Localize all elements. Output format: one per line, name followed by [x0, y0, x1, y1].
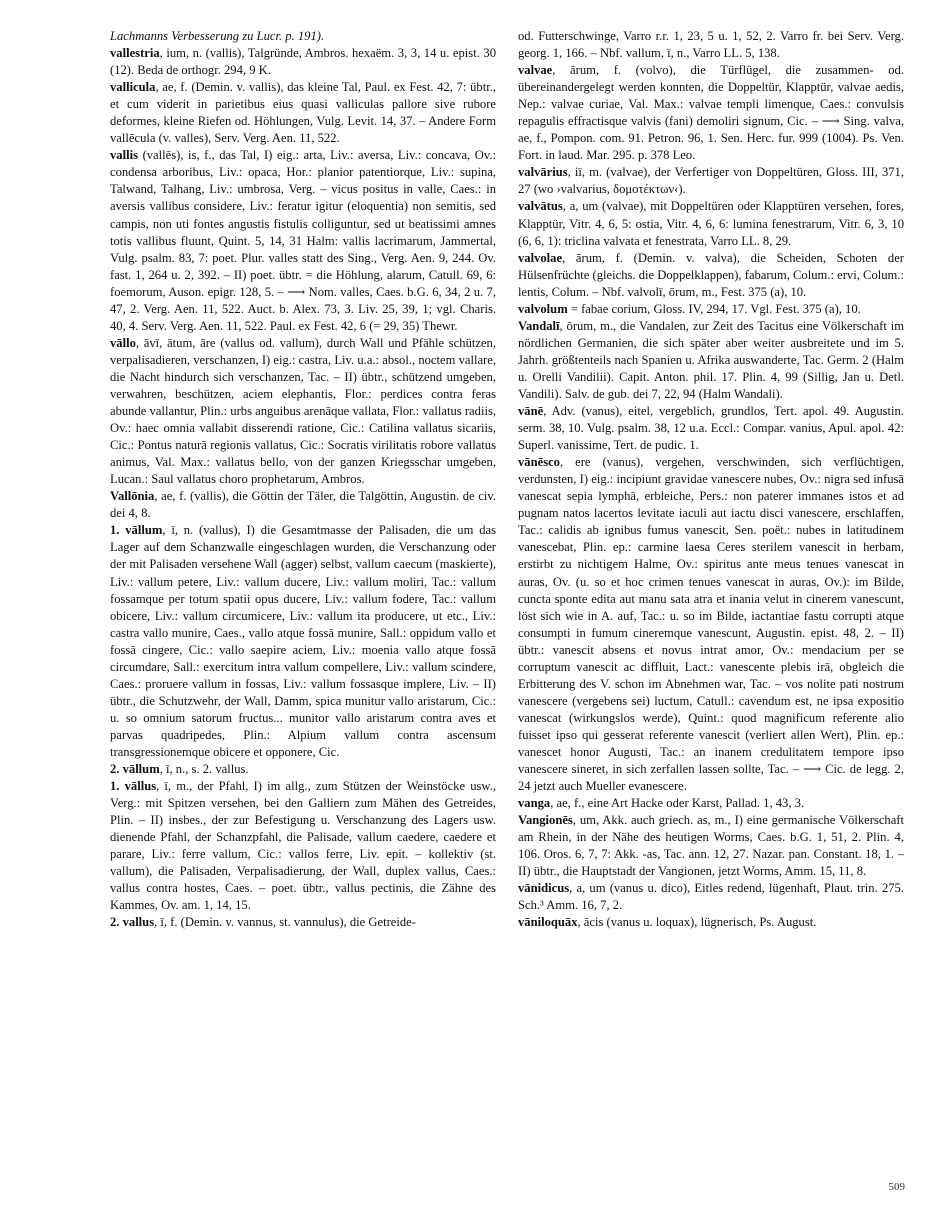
- entry-vallus-1: [110, 778, 496, 914]
- headword: valvātus: [518, 199, 563, 214]
- headword: valvae: [518, 63, 553, 78]
- entry-vandali: [518, 318, 904, 403]
- entry-text: , a, um (valvae), mit Doppeltüren oder Klapptüren versehen, fores, Klapptür, Vitr. 4, 6, 5: ostia, Vitr. 4, 6, 6: lumina fenestrarum, Vitr. 6, 3, 10 (6, 6, 1): triclina valvata et fenestrata, Varro LL. 8, 29.: [518, 199, 904, 248]
- entry-vangiones: [518, 812, 904, 880]
- headword: vānidicus: [518, 881, 570, 896]
- entry-text: , ī, n. (vallus), I) die Gesamtmasse der Palisaden, die um das Lager auf dem Schanzwalle eingeschlagen wurden, die Verschanzung oder der mit Palisaden versehene Wall (agger) selbst, vallum caecum (maskierte), Liv.: vallum petere, Liv.: vallum ducere, Liv.: vallum moliri, Tac.: vallum fossamque per totum spatii opus ducere, Liv.: vallum fodere, Tac.: vallum obicere, Liv.: vallum circumicere, Liv.: vallum ita producere, ut etc., Liv.: castra vallo munire, Caes., vallo atque fossā munire, Sall.: oppidum vallo et fossā cingere, Cic.: vallo saepire aciem, Liv.: moenia vallo atque fossā circumdare, Sall.: exercitum intra vallum compellere, Liv.: vallum scindere, Caes.: proruere vallum in fossas, Liv.: vallum fossasque implere, Liv. – II) übtr., die Schutzwehr, der Wall, Damm, spica munitur vallo aristarum, Cic.: u. so omnium satorum fructus... munitor vallo aristarum contra aves et parvas quadripedes, Plin.: Alpium vallum contra ascensum transgressionemque obicere et opponere, Cic.: [110, 523, 496, 759]
- entry-valvatus: [518, 198, 904, 249]
- entry-text: , ācis (vanus u. loquax), lügnerisch, Ps. August.: [577, 915, 817, 930]
- entry-text: , ium, n. (vallis), Talgründe, Ambros. hexaëm. 3, 3, 14 u. epist. 30 (12). Beda de orthogr. 294, 9 K.: [110, 46, 496, 78]
- entry-text: , um, Akk. auch griech. as, m., I) eine germanische Völkerschaft am Rhein, in der Nähe des heutigen Worms, Caes. b.G. 1, 51, 2. Plin. 4, 106. Oros. 6, 7, 7: Akk. -as, Tac. ann. 12, 27. Nazar. pan. Constant. 18, 1. – II) übtr., die Hauptstadt der Vangionen, jetzt Worms, Amm. 15, 11, 8.: [518, 813, 904, 879]
- entry-vane: [518, 403, 904, 454]
- entry-text: = fabae corium, Gloss. IV, 294, 17. Vgl. Fest. 375 (a), 10.: [567, 301, 861, 316]
- entry-vallus-2: [110, 914, 496, 931]
- entry-text: , ere (vanus), vergehen, verschwinden, sich verflüchtigen, verdunsten, I) eig.: incipiunt gravidae vanescere nubes, Ov.: nigra sed infusā vanescat sepia lymphā, erbleiche, Pers.: non paterer immanes istos et ad pugnam natos lacertos levitate iaculi aut iactu disci vanescere, erschlaffen, Tac.: calidis ab ignibus fumus vanescit, Sen. poët.: nubes in latitudinem vanescebat, Plin. ep.: carmine laesa Ceres sterilem vanescit in herbam, erstirbt zu nichtigem Halme, Ov.: spiritus ante meus tenues vanescat in auras, Ov. (u. so et hoc crimen tenues vanescat in auras, Ov.): im Bilde, cuncta sponte edita aut manu sata atra et inania velut in cinerem vanescunt, löst sich wie in A. auf, Tac.: u. so im Bilde, iactantiae fastu corrupti atque consumpti in fumum cineremque vanescunt, Augustin. epist. 48, 2. – II) übtr.: vanescit absens et novus intrat amor, Ov.: mendacium per se corruptum vanescit ac diffluit, Lact.: vanescente plebis irā, obgleich die Erbitterung des V. schon im Abnehmen war, Tac. – vos nolite pati nostrum vanescere (vergebens sei) luctum, Catull.: cavendum est, ne ipsa expositio vanescat (wirkungslos werde), Quint.: quod magnificum referente alio fuisset ipso qui gesserat referente vanescit (verliert allen Wert), Plin. ep.: vanescet honor Augusti, Tac.: an inanem credulitatem tempore ipso vanescere sineret, in sich zerfallen lassen sollte, Tac. – ⟶ Cic. de legg. 2, 24 jetzt auch Mueller evanescere.: [518, 455, 904, 794]
- entry-valvae: [518, 62, 904, 164]
- entry-text: , a, um (vanus u. dico), Eitles redend, lügenhaft, Plaut. trin. 275. Sch.³ Amm. 16, 7, 2.: [518, 881, 904, 913]
- entry-vallum-2: [110, 761, 496, 778]
- entry-text: od. Futterschwinge, Varro r.r. 1, 23, 5 u. 1, 52, 2. Varro fr. bei Serv. Verg. georg. 1, 166. – Nbf. vallum, ī, n., Varro LL. 5, 138.: [518, 29, 904, 61]
- entry-valvolum: [518, 301, 904, 318]
- headword: vallis: [110, 148, 138, 163]
- entry-text: , iī, m. (valvae), der Verfertiger von Doppeltüren, Gloss. III, 371, 27 (wo ›valvarius, δομοτέκτων‹).: [518, 165, 904, 197]
- headword: vallicula: [110, 80, 156, 95]
- entry-vanesco: [518, 454, 904, 795]
- headword: valvolum: [518, 301, 568, 316]
- entry-vallonia: [110, 488, 496, 522]
- headword: valvārius: [518, 165, 568, 180]
- entry-vallo: [110, 335, 496, 488]
- headword: vanga: [518, 796, 551, 811]
- page-number: 509: [888, 1181, 905, 1193]
- headword: Vangionēs: [518, 813, 573, 828]
- entry-text: , ārum, f. (volvo), die Türflügel, die zusammen- od. übereinandergelegt werden konnten, die Doppeltür, Klapptür, valvae aedis, Nep.: valvae curiae, Val. Max.: valvae templi limenque, Caes.: convulsis repagulis effractisque valvis (fani) demoliri signum, Cic. – ⟶ Sing. valva, ae, f., Pompon. com. 91. Petron. 96, 1. Sen. Herc. fur. 999 (1004). Ps. Ven. Fort. in laud. Mar. 295. p. 378 Leo.: [518, 63, 904, 163]
- headword: vānē: [518, 404, 544, 419]
- left-column: [110, 28, 496, 931]
- entry-vallis: [110, 147, 496, 335]
- entry-continuation: [518, 28, 904, 62]
- headword: 2. vāllum: [110, 762, 160, 777]
- headword: vallestria: [110, 46, 160, 61]
- entry-vanga: [518, 795, 904, 812]
- entry-valvarius: [518, 164, 904, 198]
- headword: Vandalī: [518, 318, 560, 333]
- entry-vanidicus: [518, 880, 904, 914]
- entry-text: , ae, f. (Demin. v. vallis), das kleine Tal, Paul. ex Fest. 42, 7: übtr., et cum viderit in parietibus eius quasi valliculas pallore sive rubore deformes, kleine Riefen od. Höhlungen, Vulg. Levit. 14, 37. – Andere Form vallēcula (v. valles), Serv. Verg. Aen. 11, 522.: [110, 80, 496, 146]
- headword: vāllo: [110, 335, 136, 350]
- entry-valvolae: [518, 250, 904, 301]
- entry-text: , ī, m., der Pfahl, I) im allg., zum Stützen der Weinstöcke usw., Verg.: mit Spitzen versehen, bei den Galliern zum Mähen des Getreides, Plin. – II) insbes., der zur Befestigung u. Verschanzung des Lagers usw. dienende Pfahl, der Schanzpfahl, die Palisade, vallum caedere, caedere et parare, Liv.: ferre vallum, Cic.: vallos ferre, Liv. epit. – kollektiv (st. vallum), die Palisaden, Verpalisadierung, der Wall, duplex vallus, Caes.: vallus contra hostes, Caes. – poet. übtr., vallus pectinis, die Zähne des Kammes, Ov. am. 1, 14, 15.: [110, 779, 496, 913]
- entry-vallestria: [110, 45, 496, 79]
- headword: vānēsco: [518, 455, 560, 470]
- headword: 1. vāllus: [110, 779, 157, 794]
- entry-text: , ī, f. (Demin. v. vannus, st. vannulus), die Getreide-: [154, 915, 416, 930]
- entry-text: , āvī, ātum, āre (vallus od. vallum), durch Wall und Pfähle schützen, verpalisadieren, verschanzen, I) eig.: castra, Liv. u.a.: absol., noctem vallare, die Nacht hindurch sich verschanzen, Tac. – II) übtr., schützend umgeben, verwahren, beschützen, aciem elephantis, Flor.: perdices contra feras abunde vallantur, Plin.: urbs anguibus arenāque vallata, Flor.: vallatus radiis, Ov.: haec omnia vallabit disserendi ratione, Cic.: Catilina vallatus sicariis, Cic.: Pontus naturā regionis vallatus, Cic.: Socratis virilitatis robore vallatus animus, Val. Max.: vallatus bello, von der ganzen Kriegsschar umgeben, Lucan.: Saul vallatus choro prophetarum, Ambros.: [110, 335, 496, 487]
- headword: vāniloquāx: [518, 915, 578, 930]
- headword: 2. vallus: [110, 915, 155, 930]
- entry-text: (vallēs), is, f., das Tal, I) eig.: arta, Liv.: aversa, Liv.: concava, Ov.: condensa arboribus, Liv.: opaca, Hor.: planior patentiorque, Liv.: supina, Talwand, Talhang, Liv.: umbrosa, Verg. – vicus positus in valle, Caes.: in aversis vallibus considere, Liv.: feratur igitur (eloquentia) non semitis, sed campis, non uti fontes angustis fistulis colliguntur, sed ut beatissimi amnes totis vallibus fluunt, Quint. 5, 14, 31 Halm: vallis lacrimarum, Jammertal, Vulg. psalm. 83, 7: poet. Plur. valles statt des Sing., Verg. Aen. 9, 244. Ov. fast. 1, 264 u. 2, 392. – II) poet. übtr. = die Höhlung, alarum, Catull. 69, 6: foemorum, Auson. epigr. 128, 5. – ⟶ Nom. valles, Caes. b.G. 6, 34, 2 u. 7, 47, 2. Verg. Aen. 11, 522. Auct. b. Alex. 73, 3. Liv. 25, 39, 1; vgl. Charis. 40, 4. Serv. Verg. Aen. 11, 522. Paul. ex Fest. 42, 6 (= 29, 35) Thewr.: [110, 148, 496, 333]
- headword: 1. vāllum: [110, 523, 163, 538]
- entry-text: , ārum, f. (Demin. v. valva), die Scheiden, Schoten der Hülsenfrüchte (gleichs. die Doppelklappen), fabarum, Colum.: ervi, Colum.: lentis, Colum. – Nbf. valvolī, ōrum, m., Fest. 375 (a), 10.: [518, 250, 904, 299]
- entry-text: , ae, f. (vallis), die Göttin der Täler, die Talgöttin, Augustin. de civ. dei 4, 8.: [110, 489, 496, 521]
- right-column: [518, 28, 904, 931]
- entry-text: , Adv. (vanus), eitel, vergeblich, grundlos, Tert. apol. 49. Augustin. serm. 38, 10. Vulg. psalm. 38, 12 u.a. Eccl.: Compar. vanius, Apul. apol. 42: Superl. vanissime, Tert. de pudic. 1.: [518, 404, 904, 453]
- headword: valvolae: [518, 250, 563, 265]
- entry-vallum-1: [110, 522, 496, 761]
- entry-text: , ae, f., eine Art Hacke oder Karst, Pallad. 1, 43, 3.: [550, 796, 805, 811]
- entry-vallicula: [110, 79, 496, 147]
- headword: Vallōnia: [110, 489, 155, 504]
- entry-lachmann: Lachmanns Verbesserung zu Lucr. p. 191).: [110, 29, 325, 43]
- entry-vaniloquax: [518, 914, 904, 931]
- entry-text: , ī, n., s. 2. vallus.: [159, 762, 249, 777]
- entry-text: , ōrum, m., die Vandalen, zur Zeit des Tacitus eine Völkerschaft im nördlichen Germanien, die sich später aber weiter ausbreitete und im 5. Jahrh. größtenteils nach Spanien u. Afrika auswanderte, Tac. Germ. 2 (Halm u. Orelli Vandilii). Capit. Anton. phil. 17. Plin. 4, 99 (Sillig, Jan u. Detl. Vandili). Salv. de gub. dei 7, 22, 94 (Halm Wandali).: [518, 318, 904, 401]
